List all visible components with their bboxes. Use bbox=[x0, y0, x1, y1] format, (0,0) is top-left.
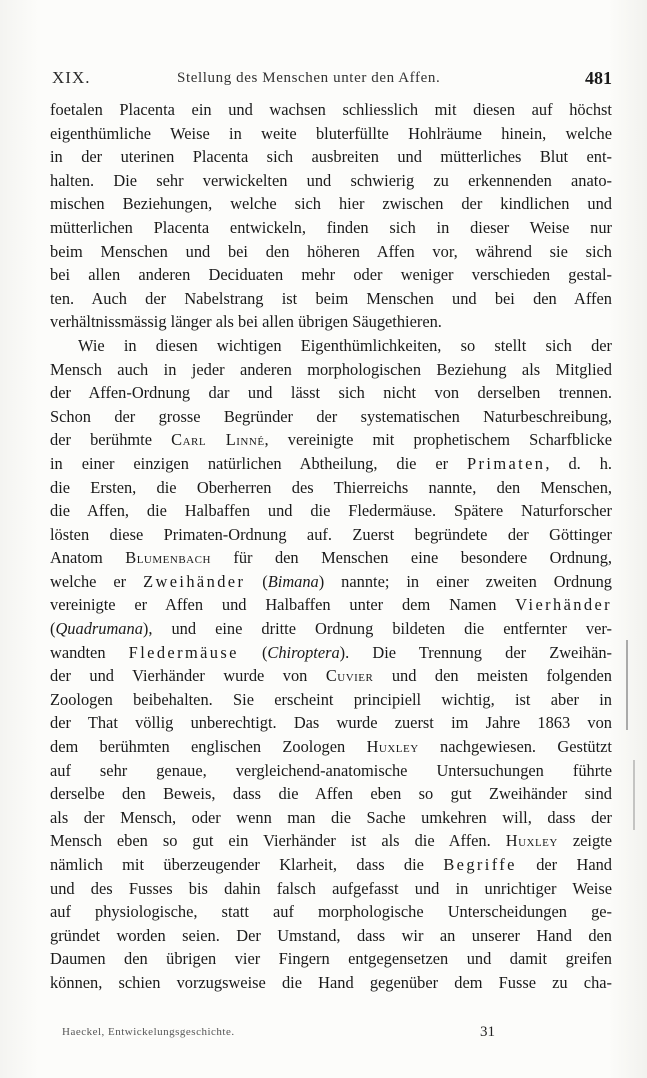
text-line bbox=[50, 476, 612, 500]
text-run: für den Menschen eine besondere Ordnung, bbox=[210, 548, 612, 568]
author-name: Blumenbach bbox=[125, 548, 211, 568]
text-run: , d. h. bbox=[545, 453, 612, 473]
text-line bbox=[50, 546, 612, 570]
page-number: 481 bbox=[585, 68, 612, 88]
text-run: foetalen Placenta ein und wachsen schliesslich mit diesen auf höchst bbox=[50, 100, 612, 119]
text-run: auf physiologische, statt auf morphologische Unterscheidungen ge- bbox=[50, 902, 612, 922]
text-run: eigenthümliche Weise in weite bluterfüllte Hohlräume hinein, welche bbox=[50, 123, 612, 143]
text-run: nachgewiesen. Gestützt bbox=[418, 737, 612, 757]
text-run: verhältnissmässig länger als bei allen übrigen Säugethieren. bbox=[50, 312, 442, 332]
text-run: Daumen den übrigen vier Fingern entgegensetzen und damit greifen bbox=[50, 949, 612, 969]
text-line bbox=[50, 759, 612, 783]
text-line bbox=[50, 263, 612, 287]
text-run: lösten diese Primaten-Ordnung auf. Zuerst begründete der Göttinger bbox=[50, 524, 612, 544]
emphasized-term: Vierhänder bbox=[515, 595, 612, 615]
text-run: Schon der grosse Begründer der systematischen Naturbeschreibung, bbox=[50, 406, 612, 426]
text-run: mütterlichen Placenta entwickeln, finden sich in dieser Weise nur bbox=[50, 217, 612, 237]
text-run: ) nannte; in einer zweiten Ordnung bbox=[318, 571, 612, 591]
latin-term: Chiroptera bbox=[267, 642, 340, 662]
paragraph bbox=[50, 334, 612, 995]
author-name: Carl Linné bbox=[171, 430, 265, 450]
text-run: in einer einzigen natürlichen Abtheilung, die er bbox=[50, 453, 468, 473]
text-run: und den meisten folgenden bbox=[373, 666, 612, 686]
text-line bbox=[50, 641, 612, 665]
text-run: und des Fusses bis dahin falsch aufgefasst und in unrichtiger Weise bbox=[50, 878, 612, 898]
text-line bbox=[50, 98, 612, 122]
text-run: derselbe den Beweis, dass die Affen eben so gut Zweihänder sind bbox=[50, 784, 612, 804]
emphasized-term: Fledermäuse bbox=[128, 642, 239, 662]
latin-term: Quadrumana bbox=[55, 619, 143, 639]
text-line bbox=[50, 145, 612, 169]
text-line bbox=[50, 664, 612, 688]
text-line bbox=[50, 192, 612, 216]
text-run: Zoologen beibehalten. Sie erscheint principiell wichtig, ist aber in bbox=[50, 689, 612, 709]
text-line bbox=[50, 735, 612, 759]
text-run: mischen Beziehungen, welche sich hier zwischen der kindlichen und bbox=[50, 194, 612, 214]
running-title: Stellung des Menschen unter den Affen. bbox=[177, 70, 441, 86]
text-line bbox=[50, 334, 612, 358]
text-run: gründet worden seien. Der Umstand, dass wir an unserer Hand den bbox=[50, 925, 612, 945]
author-name: Cuvier bbox=[325, 666, 374, 686]
text-run: ( bbox=[245, 571, 268, 591]
latin-term: Bimana bbox=[267, 571, 319, 591]
text-line bbox=[50, 428, 612, 452]
emphasized-term: Begriffe bbox=[443, 855, 517, 874]
text-line bbox=[50, 877, 612, 901]
text-run: der That völlig unberechtigt. Das wurde zuerst im Jahre 1863 von bbox=[50, 713, 612, 733]
margin-scan-mark bbox=[633, 760, 635, 830]
text-line bbox=[50, 829, 612, 853]
text-line bbox=[50, 405, 612, 429]
text-run: Anatom bbox=[50, 548, 126, 568]
text-run: beim Menschen und bei den höheren Affen vor, während sie sich bbox=[50, 241, 612, 261]
text-run: auf sehr genaue, vergleichend-anatomische Untersuchungen führte bbox=[50, 760, 612, 780]
text-run: der und Vierhänder wurde von bbox=[50, 666, 326, 686]
text-line bbox=[50, 240, 612, 264]
paragraph bbox=[50, 98, 612, 334]
text-line bbox=[50, 358, 612, 382]
author-name: Huxley bbox=[505, 831, 558, 851]
text-line bbox=[50, 499, 612, 523]
text-line bbox=[50, 924, 612, 948]
emphasized-term: Zweihänder bbox=[143, 571, 246, 591]
text-run: , vereinigte mit prophetischem Scharfblicke bbox=[264, 430, 612, 450]
emphasized-term: Primaten bbox=[467, 453, 546, 473]
text-line bbox=[50, 216, 612, 240]
text-run: können, schien vorzugsweise die Hand gegenüber dem Fusse zu cha- bbox=[50, 972, 612, 992]
margin-scan-mark bbox=[626, 640, 628, 730]
text-line bbox=[50, 900, 612, 924]
text-line bbox=[50, 452, 612, 476]
text-run: dem berühmten englischen Zoologen bbox=[50, 737, 367, 757]
page-footer bbox=[62, 1024, 522, 1044]
text-line bbox=[50, 688, 612, 712]
text-line bbox=[50, 169, 612, 193]
text-run: bei allen anderen Deciduaten mehr oder weniger verschieden gestal- bbox=[50, 265, 612, 285]
text-line bbox=[50, 310, 612, 334]
text-run: wandten bbox=[50, 642, 129, 662]
text-run: Mensch eben so gut ein Vierhänder ist als die Affen. bbox=[50, 831, 506, 851]
text-line bbox=[50, 523, 612, 547]
text-run: welche er bbox=[50, 571, 144, 591]
text-line bbox=[50, 570, 612, 594]
text-run: ( bbox=[50, 619, 56, 639]
text-line bbox=[50, 782, 612, 806]
text-run: Wie in diesen wichtigen Eigenthümlichkeiten, so stellt sich der bbox=[78, 335, 612, 355]
text-run: Mensch auch in jeder anderen morphologischen Beziehung als Mitglied bbox=[50, 359, 612, 379]
text-run: als der Mensch, oder wenn man die Sache umkehren will, dass der bbox=[50, 807, 612, 827]
text-line bbox=[50, 122, 612, 146]
text-run: ten. Auch der Nabelstrang ist beim Menschen und bei den Affen bbox=[50, 288, 612, 308]
text-run: nämlich mit überzeugender Klarheit, dass die bbox=[50, 855, 444, 874]
author-name: Huxley bbox=[366, 737, 419, 757]
text-run: die Affen, die Halbaffen und die Fledermäuse. Spätere Naturforscher bbox=[50, 501, 612, 521]
sheet-signature: 31 bbox=[480, 1024, 495, 1040]
chapter-number: XIX. bbox=[52, 68, 91, 87]
text-line bbox=[50, 287, 612, 311]
text-line bbox=[50, 617, 612, 641]
text-run: der Hand bbox=[516, 855, 612, 874]
body-text bbox=[50, 98, 612, 995]
text-line bbox=[50, 381, 612, 405]
text-run: die Ersten, die Oberherren des Thierreichs nannte, den Menschen, bbox=[50, 477, 612, 497]
printer-signature: Haeckel, Entwickelungsgeschichte. bbox=[62, 1026, 235, 1038]
text-run: zeigte bbox=[557, 831, 612, 851]
text-line bbox=[50, 853, 612, 877]
text-line bbox=[50, 806, 612, 830]
text-line bbox=[50, 593, 612, 617]
text-run: der Affen-Ordnung dar und lässt sich nicht von derselben trennen. bbox=[50, 383, 612, 403]
text-line bbox=[50, 971, 612, 995]
text-run: vereinigte er Affen und Halbaffen unter dem Namen bbox=[50, 595, 516, 615]
text-run: der berühmte bbox=[50, 430, 172, 450]
text-run: halten. Die sehr verwickelten und schwierig zu erkennenden anato- bbox=[50, 170, 612, 190]
text-run: in der uterinen Placenta sich ausbreiten und mütterliches Blut ent- bbox=[50, 147, 612, 167]
text-run: ). Die Trennung der Zweihän- bbox=[339, 642, 612, 662]
text-run: ), und eine dritte Ordnung bildeten die entfernter ver- bbox=[142, 619, 612, 639]
text-line bbox=[50, 711, 612, 735]
text-run: ( bbox=[238, 642, 268, 662]
text-line bbox=[50, 947, 612, 971]
page-header bbox=[52, 68, 612, 94]
